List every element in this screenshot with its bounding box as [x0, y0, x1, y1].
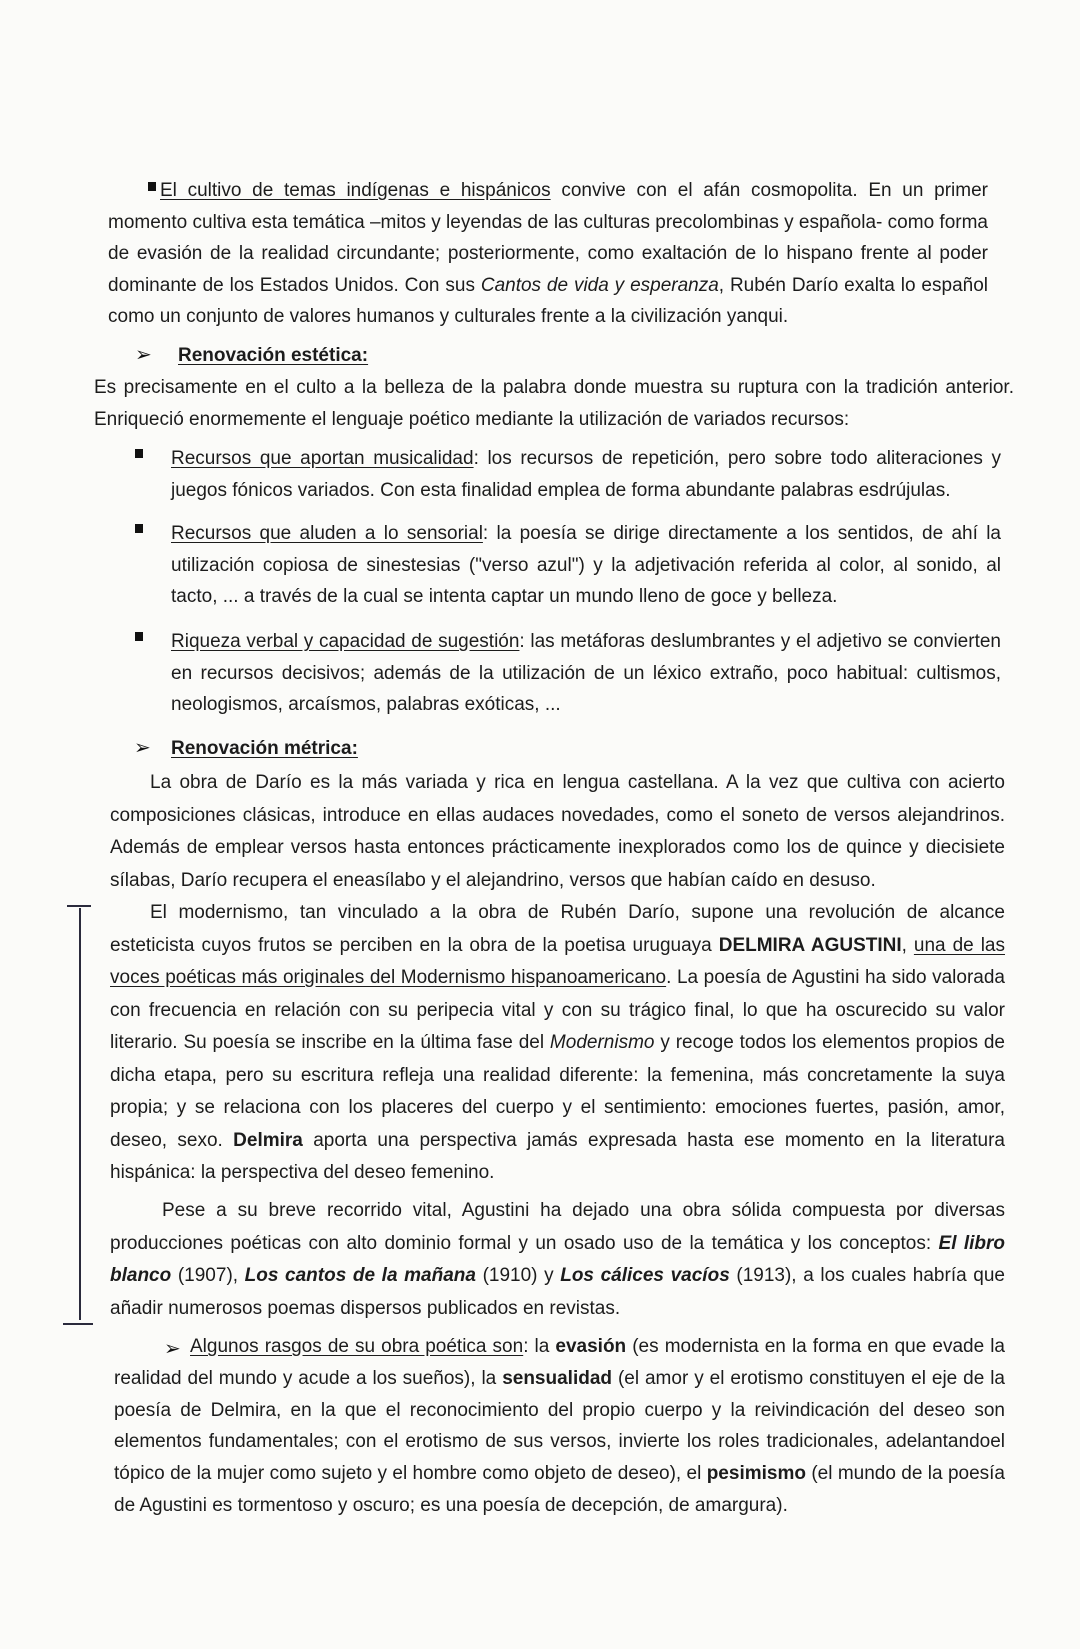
- item-lead: Recursos que aluden a lo sensorial: [171, 523, 483, 544]
- paragraph-lead: El cultivo de temas indígenas e hispánicos: [160, 180, 551, 201]
- work-title: Cantos de vida y esperanza: [480, 274, 719, 296]
- list-item-riqueza-verbal: Riqueza verbal y capacidad de sugestión: las metáforas deslumbrantes y el adjetivo se convierten en recursos decisivos; además de la utilización de un léxico extraño, poco habitual: cultismos, neologismos, arcaísmos, palabras exóticas, ...: [171, 631, 1001, 715]
- square-bullet-icon: [135, 524, 143, 533]
- work-title: Los cantos de la mañana: [244, 1265, 476, 1286]
- square-bullet-icon: [135, 449, 143, 458]
- heading-renovacion-metrica: Renovación métrica:: [171, 738, 358, 759]
- paragraph-renovacion-metrica: La obra de Darío es la más variada y rica en lengua castellana. A la vez que cultiva con acierto composiciones clásicas, introduce en ellas audaces novedades, como el soneto de versos alejandrinos. Además de emplear versos hasta entonces prácticamente inexplorados como los de quince y diecisiete sílabas, Darío recupera el eneasílabo y el alejandrino, versos que habían caído en desuso.: [110, 772, 1005, 891]
- arrow-bullet-icon: ➢: [135, 344, 152, 366]
- list-item-musicalidad: Recursos que aportan musicalidad: los recursos de repetición, pero sobre todo aliteraciones y juegos fónicos variados. Con esta finalidad emplea de forma abundante palabras esdrújulas.: [171, 448, 1001, 501]
- work-title: Los cálices vacíos: [560, 1265, 730, 1286]
- author-name: DELMIRA AGUSTINI: [718, 934, 902, 956]
- margin-bracket-bottom: [63, 1323, 93, 1325]
- paragraph-rasgos: Algunos rasgos de su obra poética son: la evasión (es modernista en la forma en que evade la realidad del mundo y acude a los sueños), la sensualidad (el amor y el erotismo constituyen el eje de la poesía de Delmira, en la que el reconocimiento del propio cuerpo y la reivindicación del deseo son elementos fundamentales; con el erotismo de sus versos, invierte los roles tradicionales, adelantandoel tópico de la mujer como sujeto y el hombre como objeto de deseo), el pesimismo (el mundo de la poesía de Agustini es tormentoso y oscuro; es una poesía de decepción, de amargura).: [114, 1336, 1006, 1516]
- item-lead: Riqueza verbal y capacidad de sugestión: [171, 631, 520, 652]
- square-bullet-icon: [135, 632, 143, 641]
- margin-bracket-top: [67, 905, 91, 907]
- paragraph-delmira-agustini: El modernismo, tan vinculado a la obra de Rubén Darío, supone una revolución de alcance esteticista cuyos frutos se perciben en la obra de la poetisa uruguaya DELMIRA AGUSTINI, una de las voces poéticas más originales del Modernismo hispanoamericano. La poesía de Agustini ha sido valorada con frecuencia en relación con su peripecia vital y con su trágico final, lo que ha oscurecido su valor literario. Su poesía se inscribe en la última fase del Modernismo y recoge todos los elementos propios de dicha etapa, pero su escritura refleja una realidad diferente: la femenina, más concretamente la suya propia; y se relaciona con los placeres del cuerpo y el sentimiento: emociones fuertes, pasión, amor, deseo, sexo. Delmira aporta una perspectiva jamás expresada hasta ese momento en la literatura hispánica: la perspectiva del deseo femenino.: [110, 902, 1005, 1183]
- underlined-phrase: una de las voces poéticas más originales del Modernismo hispanoamericano: [110, 934, 1005, 988]
- arrow-bullet-icon: ➢: [134, 737, 151, 759]
- paragraph-obra: Pese a su breve recorrido vital, Agustini ha dejado una obra sólida compuesta por diversas producciones poéticas con alto dominio formal y un osado uso de la temática y los conceptos: El libro blanco (1907), Los cantos de la mañana (1910) y Los cálices vacíos (1913), a los cuales habría que añadir numerosos poemas dispersos publicados en revistas.: [110, 1200, 1005, 1319]
- work-title: El libro blanco: [110, 1232, 1005, 1286]
- paragraph-lead: Algunos rasgos de su obra poética son: [190, 1336, 524, 1357]
- arrow-bullet-icon: ➢: [164, 1338, 181, 1360]
- list-item-sensorial: Recursos que aluden a lo sensorial: la poesía se dirige directamente a los sentidos, de ahí la utilización copiosa de sinestesias ("verso azul") y la adjetivación referida al color, al sonido, al tacto, ... a través de la cual se intenta captar un mundo lleno de goce y belleza.: [171, 523, 1001, 607]
- paragraph-renovacion-estetica: Es precisamente en el culto a la belleza de la palabra donde muestra su ruptura con la tradición anterior. Enriqueció enormemente el lenguaje poético mediante la utilización de variados recursos:: [94, 377, 1014, 430]
- margin-bracket-line: [79, 908, 81, 1320]
- item-lead: Recursos que aportan musicalidad: [171, 448, 474, 469]
- paragraph-temas-indigenas: El cultivo de temas indígenas e hispánicos convive con el afán cosmopolita. En un primer momento cultiva esta temática –mitos y leyendas de las culturas precolombinas y española- como forma de evasión de la realidad circundante; posteriormente, como exaltación de lo hispano frente al poder dominante de los Estados Unidos. Con sus Cantos de vida y esperanza, Rubén Darío exalta lo español como un conjunto de valores humanos y culturales frente a la civilización yanqui.: [108, 180, 988, 327]
- heading-renovacion-estetica: Renovación estética:: [178, 345, 369, 366]
